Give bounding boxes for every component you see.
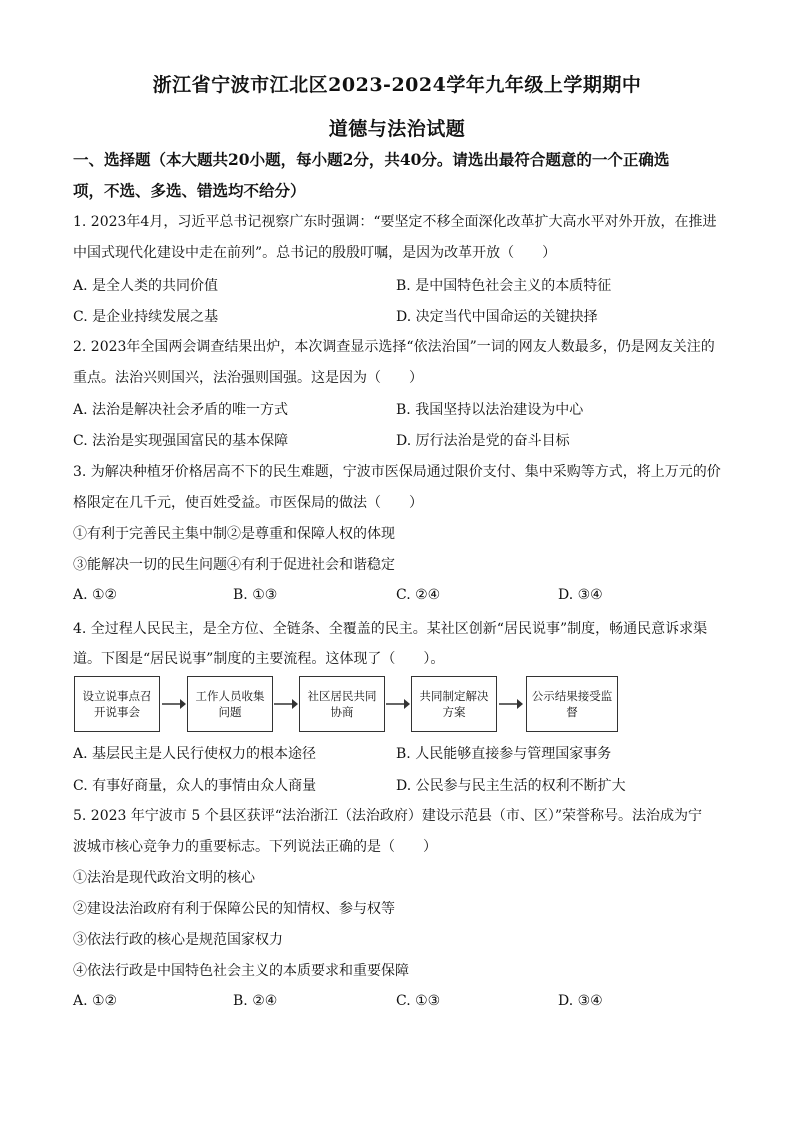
q3-option-b[interactable]: B. ①③: [233, 587, 278, 603]
q1-option-b[interactable]: B. 是中国特色社会主义的本质特征: [396, 278, 612, 294]
q3-option-a[interactable]: A. ①②: [73, 587, 118, 603]
q5-option-d[interactable]: D. ③④: [558, 993, 603, 1009]
q4-flowchart: [74, 676, 619, 734]
q2-option-a[interactable]: A. 法治是解决社会矛盾的唯一方式: [73, 402, 289, 418]
flow-step-5: 公示结果接受监督: [526, 676, 618, 732]
q2-stem-cont: 重点。法治兴则国兴，法治强则国强。这是因为（ ）: [73, 370, 423, 386]
q3-stem-cont: 格限定在几千元，使百姓受益。市医保局的做法（ ）: [73, 495, 423, 511]
q5-statement-2: ②建设法治政府有利于保障公民的知情权、参与权等: [73, 901, 395, 917]
q5-statement-1: ①法治是现代政治文明的核心: [73, 870, 255, 886]
q4-stem-cont: 道。下图是“居民说事”制度的主要流程。这体现了（ ）。: [73, 651, 445, 667]
q5-statement-3: ③依法行政的核心是规范国家权力: [73, 932, 283, 948]
q3-option-c[interactable]: C. ②④: [396, 587, 441, 603]
q1-option-c[interactable]: C. 是企业持续发展之基: [73, 309, 219, 325]
q1-stem-cont: 中国式现代化建设中走在前列”。总书记的殷殷叮嘱，是因为改革开放（ ）: [73, 245, 557, 261]
q2-stem: 2. 2023年全国两会调查结果出炉，本次调查显示选择“依法治国”一词的网友人数最多，仍是网友关注的: [73, 339, 715, 355]
flow-step-1: 设立说事点召开说事会: [74, 676, 160, 732]
q3-statements-2: ③能解决一切的民生问题④有利于促进社会和谐稳定: [73, 557, 395, 573]
flow-arrow-icon: [498, 696, 524, 712]
q5-option-b[interactable]: B. ②④: [233, 993, 278, 1009]
q5-stem: 5. 2023 年宁波市 5 个县区获评“法治浙江（法治政府）建设示范县（市、区）”荣誉称号。法治成为宁: [73, 808, 703, 824]
section-heading-cont: 项，不选、多选、错选均不给分）: [73, 181, 306, 200]
flow-step-3: 社区居民共同协商: [299, 676, 385, 732]
flow-step-4: 共同制定解决方案: [411, 676, 497, 732]
section-heading: 一、选择题（本大题共20小题，每小题2分，共40分。请选出最符合题意的一个正确选: [73, 150, 670, 169]
flow-arrow-icon: [273, 696, 299, 712]
q4-option-c[interactable]: C. 有事好商量，众人的事情由众人商量: [73, 778, 317, 794]
q1-option-a[interactable]: A. 是全人类的共同价值: [73, 278, 219, 294]
q2-option-c[interactable]: C. 法治是实现强国富民的基本保障: [73, 433, 289, 449]
q4-option-a[interactable]: A. 基层民主是人民行使权力的根本途径: [73, 746, 317, 762]
flow-step-2: 工作人员收集问题: [187, 676, 273, 732]
q2-option-b[interactable]: B. 我国坚持以法治建设为中心: [396, 402, 584, 418]
q5-option-a[interactable]: A. ①②: [73, 993, 118, 1009]
flow-arrow-icon: [385, 696, 411, 712]
q4-option-b[interactable]: B. 人民能够直接参与管理国家事务: [396, 746, 612, 762]
q5-stem-cont: 波城市核心竞争力的重要标志。下列说法正确的是（ ）: [73, 839, 437, 855]
q4-option-d[interactable]: D. 公民参与民主生活的权利不断扩大: [396, 778, 626, 794]
q1-stem: 1. 2023年4月，习近平总书记视察广东时强调：“要坚定不移全面深化改革扩大高水平对外开放，在推进: [73, 214, 717, 230]
exam-subject-title: 道德与法治试题: [328, 118, 466, 140]
q5-option-c[interactable]: C. ①③: [396, 993, 441, 1009]
flow-arrow-icon: [161, 696, 187, 712]
q2-option-d[interactable]: D. 厉行法治是党的奋斗目标: [396, 433, 570, 449]
exam-title: 浙江省宁波市江北区2023-2024学年九年级上学期期中: [152, 74, 642, 96]
q3-stem: 3. 为解决种植牙价格居高不下的民生难题，宁波市医保局通过限价支付、集中采购等方式，将上万元的价: [73, 464, 721, 480]
q5-statement-4: ④依法行政是中国特色社会主义的本质要求和重要保障: [73, 963, 409, 979]
q4-stem: 4. 全过程人民民主，是全方位、全链条、全覆盖的民主。某社区创新“居民说事”制度，畅通民意诉求渠: [73, 621, 708, 637]
q1-option-d[interactable]: D. 决定当代中国命运的关键抉择: [396, 309, 598, 325]
q3-statements-1: ①有利于完善民主集中制②是尊重和保障人权的体现: [73, 526, 395, 542]
q3-option-d[interactable]: D. ③④: [558, 587, 603, 603]
